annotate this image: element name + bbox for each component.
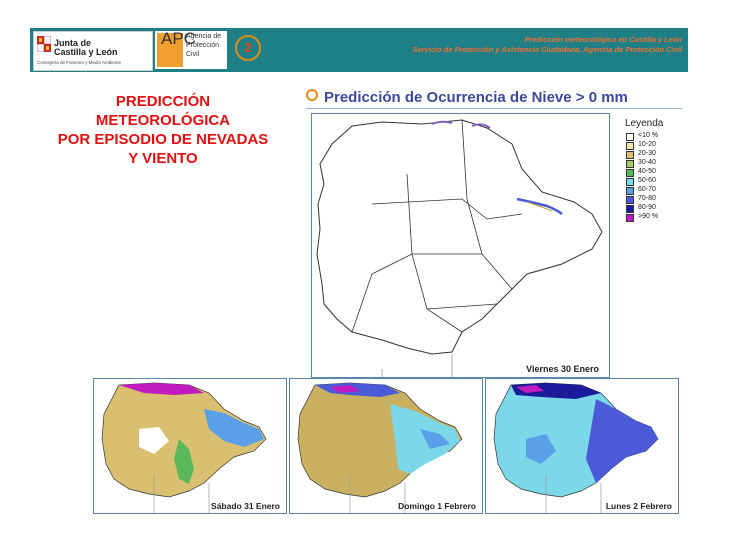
saturday-date: Sábado 31 Enero	[211, 501, 280, 511]
junta-sub: Consejería de Fomento y Medio Ambiente	[37, 60, 122, 65]
slide-title-line4: Y VIENTO	[128, 150, 198, 167]
map-saturday	[93, 378, 287, 514]
header-title: Predicción meteorológica en Castilla y León	[524, 35, 682, 44]
map-monday	[485, 378, 679, 514]
slide-title-line2: METEOROLÓGICA	[95, 112, 231, 129]
slide-number-badge: 2	[235, 35, 261, 61]
junta-line1: Junta de	[54, 38, 92, 48]
apc-line3: Civil	[186, 51, 200, 58]
junta-castilla-leon-logo	[33, 31, 153, 71]
crest-icon	[37, 36, 51, 52]
junta-line2: Castilla y León	[54, 47, 118, 57]
saturday-snow-map	[94, 379, 286, 513]
sunday-date: Domingo 1 Febrero	[398, 501, 476, 511]
header-subtitle: Servicio de Protección y Asistencia Ciudadana. Agencia de Protección Civil	[412, 45, 682, 54]
slide-title-line3: POR EPISODIO DE NEVADAS	[57, 131, 269, 148]
map-heading	[306, 89, 628, 106]
monday-snow-map	[486, 379, 678, 513]
main-snow-map	[311, 113, 610, 378]
heading-divider	[306, 108, 682, 109]
map-sunday	[289, 378, 483, 514]
apc-letters: APC	[161, 29, 196, 48]
agencia-proteccion-civil-logo	[155, 31, 227, 69]
main-map-date: Viernes 30 Enero	[526, 364, 599, 374]
apc-line1: Agencia de	[186, 33, 222, 40]
castilla-leon-map	[312, 114, 609, 377]
legend: Leyenda <10 % 10-20 20-30 30-40 40-50 50-60 60-70 70-80 80-90 >90 %	[625, 118, 664, 220]
sunday-snow-map	[290, 379, 482, 513]
legend-title: Leyenda	[625, 118, 664, 129]
slide-title	[24, 92, 302, 168]
monday-date: Lunes 2 Febrero	[605, 501, 672, 511]
map-heading-text: Predicción de Ocurrencia de Nieve > 0 mm	[324, 89, 628, 106]
slide-title-line1: PREDICCIÓN	[115, 93, 211, 110]
apc-line2: Protección	[186, 42, 220, 49]
bullet-ring-icon	[306, 89, 318, 101]
